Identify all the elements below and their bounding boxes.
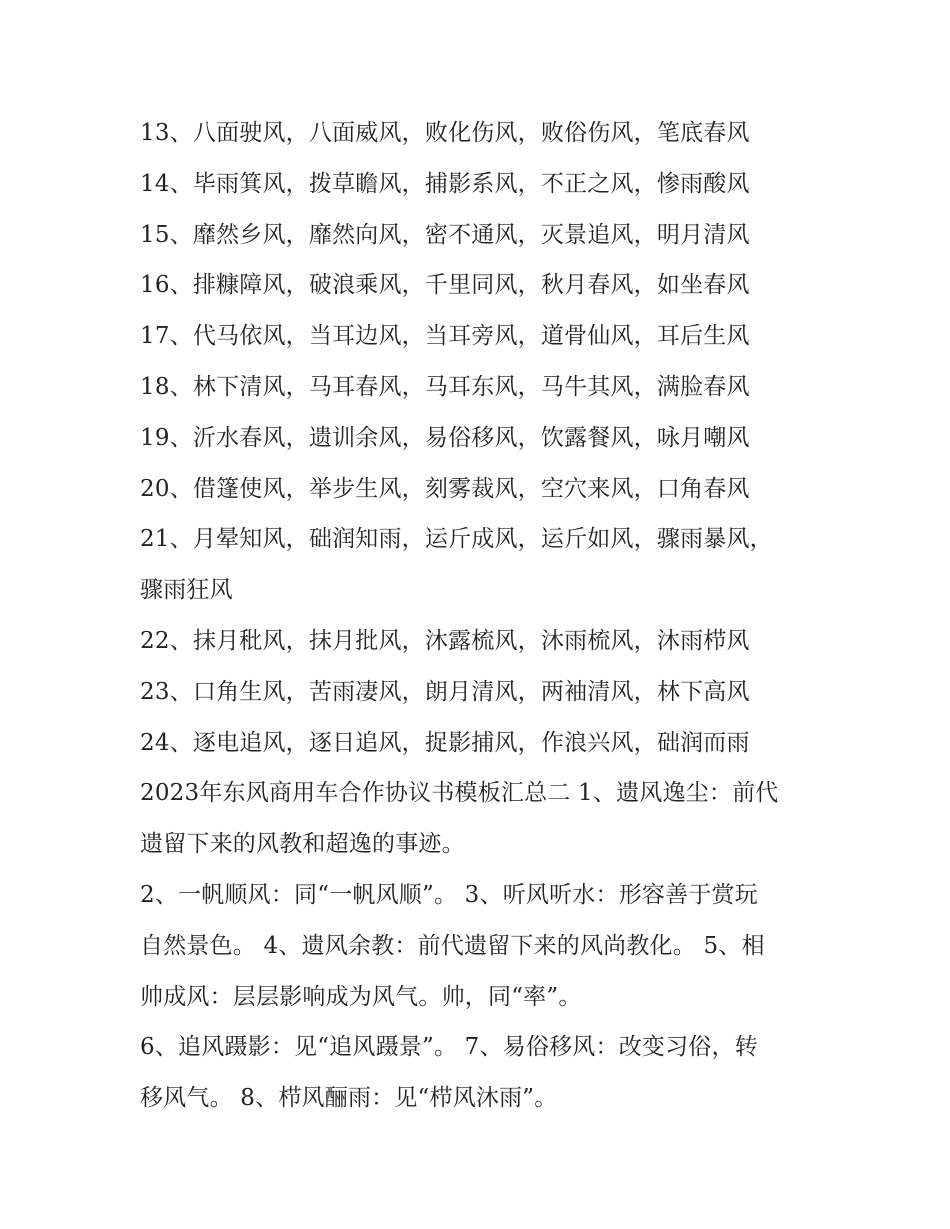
- text-line: 14、毕雨箕风，拨草瞻风，捕影系风，不正之风，惨雨酸风: [140, 170, 750, 197]
- text-line: 6、追风蹑影：见“追风蹑景”。 7、易俗移风：改变习俗，转: [140, 1034, 758, 1061]
- text-line: 16、排糠障风，破浪乘风，千里同风，秋月春风，如坐春风: [140, 272, 750, 299]
- text-line: 自然景色。 4、遗风余教：前代遗留下来的风尚教化。 5、相: [140, 932, 765, 959]
- text-line: 2、一帆顺风：同“一帆风顺”。 3、听风听水：形容善于赏玩: [140, 881, 758, 908]
- text-line: 20、借篷使风，举步生风，刻雾裁风，空穴来风，口角春风: [140, 475, 750, 502]
- text-line: 24、逐电追风，逐日追风，捉影捕风，作浪兴风，础润而雨: [140, 729, 750, 756]
- document-body: [140, 108, 830, 1124]
- text-line: 18、林下清风，马耳春风，马耳东风，马牛其风，满脸春风: [140, 373, 750, 400]
- text-line: 2023年东风商用车合作协议书模板汇总二 1、遗风逸尘：前代: [140, 780, 779, 807]
- text-line: 21、月晕知风，础润知雨，运斤成风，运斤如风，骤雨暴风，: [140, 526, 773, 553]
- text-line: 遗留下来的风教和超逸的事迹。: [140, 831, 465, 858]
- text-line: 19、沂水春风，遗训余风，易俗移风，饮露餐风，咏月嘲风: [140, 424, 750, 451]
- text-line: 骤雨狂风: [140, 577, 233, 604]
- text-line: 23、口角生风，苦雨凄风，朗月清风，两袖清风，林下高风: [140, 678, 750, 705]
- text-line: 移风气。 8、栉风酾雨：见“栉风沐雨”。: [140, 1085, 558, 1112]
- text-line: 22、抹月秕风，抹月批风，沐露梳风，沐雨梳风，沐雨栉风: [140, 627, 750, 654]
- text-line: 帅成风：层层影响成为风气。帅，同“率”。: [140, 983, 582, 1010]
- text-line: 17、代马依风，当耳边风，当耳旁风，道骨仙风，耳后生风: [140, 323, 750, 350]
- text-line: 13、八面驶风，八面威风，败化伤风，败俗伤风，笔底春风: [140, 120, 750, 146]
- text-line: 15、靡然乡风，靡然向风，密不通风，灭景追风，明月清风: [140, 221, 750, 248]
